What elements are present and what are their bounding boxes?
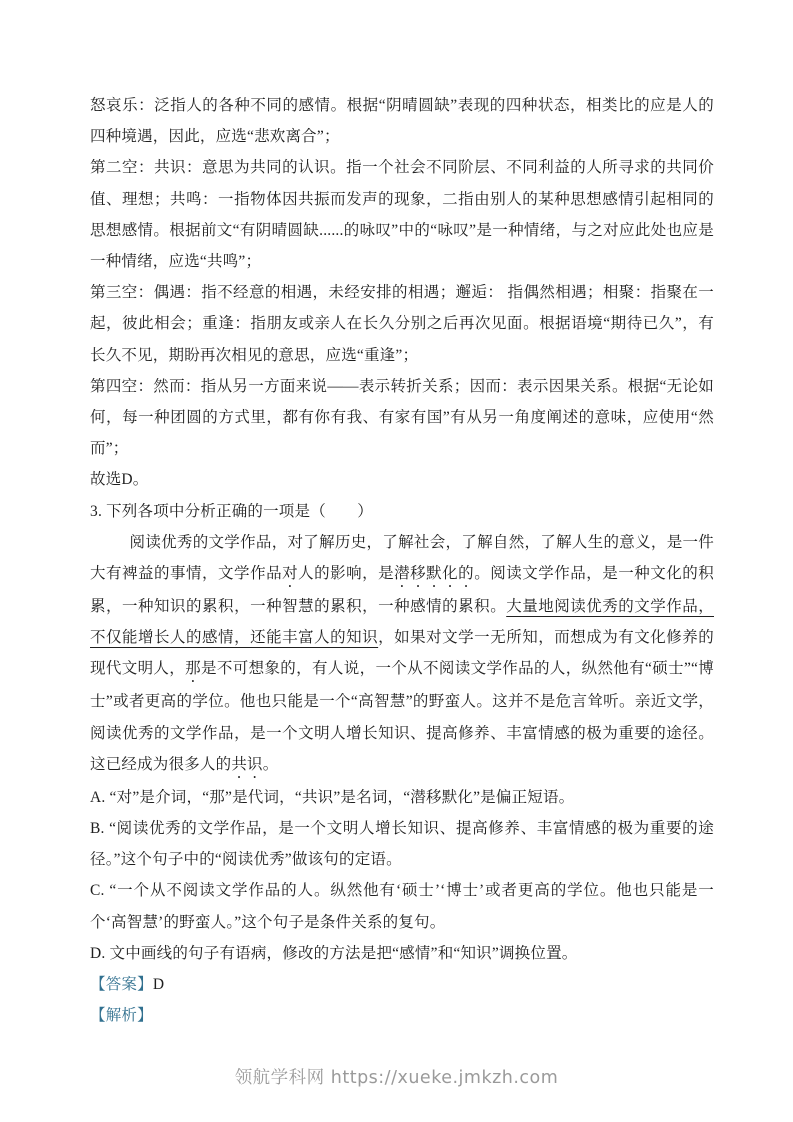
text-segment: 人的影响，是	[298, 565, 395, 583]
text-segment: C. “一个从不阅读文学作品的人。纵然他有‘硕士’‘博士’或者更高的学位。他也只能是一个‘高智慧’的野蛮人。”这个句子是条件关系的复句。	[90, 882, 714, 931]
option-a	[90, 782, 714, 813]
text-segment: 怒哀乐：泛指人的各种不同的感情。根据“阴晴圆缺”表现的四种状态，相类比的应是人的四种境遇，因此，应选“悲欢离合”；	[90, 97, 714, 146]
explanation-blank3	[90, 277, 714, 371]
text-segment: 是不可想象的，有人说，一个从不阅读文学作品的人，纵然他有“硕士”“博士”或者更高的学位。他也只能是一个“高智慧”的野蛮人。这并不是危言耸听。亲近文学，阅读优秀的文学作品，是一个文明人增长知识、提高修养、丰富情感的极为重要的途径。这已经成为很多人的	[90, 660, 714, 773]
answer-label: 【答案】	[90, 976, 153, 994]
text-segment: 第四空：然而：指从另一方面来说——表示转折关系；因而：表示因果关系。根据“无论如何，每一种团圆的方式里，都有你有我、有家有国”有从另一角度阐述的意味，应使用“然而”；	[90, 377, 714, 458]
text-segment: A. “对”是介词，“那”是代词，“共识”是名词，“潜移默化”是偏正短语。	[90, 788, 575, 806]
text-segment: ，如果对文学一无所知，而想成为有文化修养的现代文明人，	[90, 629, 714, 678]
text-segment: 共识	[231, 755, 263, 773]
conclusion-line	[90, 464, 714, 495]
option-c	[90, 875, 714, 937]
answer-value: D	[152, 976, 165, 994]
explanation-blank4	[90, 371, 714, 465]
document-body	[90, 90, 714, 969]
option-d	[90, 938, 714, 969]
text-segment: 。阅读文学作品，是一种文化的积累，一种知识的累积，一种智慧的累积，一种感情的累积。	[90, 565, 714, 616]
text-segment: 第二空：共识：意思为共同的认识。指一个社会不同阶层、不同利益的人所寻求的共同价值、理想；共鸣：一指物体因共振而发声的现象，二指由别人的某种思想感情引起相同的思想感情。根据前文“有阴晴圆缺......的咏叹”中的“咏叹”是一种情绪，与之对应此处也应是一种情绪，应选“共鸣”；	[90, 159, 714, 271]
analysis-label: 【解析】	[90, 1007, 153, 1025]
question-3-passage	[90, 527, 714, 782]
text-segment: 故选D。	[90, 471, 149, 489]
text-segment: 3. 下列各项中分析正确的一项是（ ）	[90, 502, 374, 520]
text-segment: 对	[282, 565, 299, 583]
text-segment: D. 文中画线的句子有语病，修改的方法是把“感情”和“知识”调换位置。	[90, 944, 578, 962]
question-3-stem	[90, 496, 714, 527]
text-segment: 第三空：偶遇：指不经意的相遇，未经安排的相遇；邂逅： 指偶然相遇；相聚：指聚在一起，彼此相会；重逢：指朋友或亲人在长久分别之后再次见面。根据语境“期待已久”，有长久不见，期盼再次相见的意思，应选“重逢”；	[90, 284, 714, 364]
text-segment: 阅读优秀的文学作品，对了解历史，了解社会，了解自然，了解人生的意义，是一件大有裨益的事情，文学作品	[90, 533, 714, 583]
text-segment: 那	[185, 660, 202, 678]
option-b	[90, 813, 714, 875]
footer-watermark: 领航学科网 https://xueke.jmkzh.com	[234, 1068, 559, 1088]
explanation-blank2	[90, 152, 714, 277]
text-segment: 大量地阅读优秀的文学作品，不仅能增长人的感情，还能丰富人的知识	[90, 598, 714, 647]
text-segment: 。	[262, 755, 279, 773]
text-segment: 潜移默化的	[394, 565, 475, 583]
explanation-blank1	[90, 90, 714, 152]
text-segment: B. “阅读优秀的文学作品，是一个文明人增长知识、提高修养、丰富情感的极为重要的途径。”这个句子中的“阅读优秀”做该句的定语。	[90, 820, 714, 869]
answer-line	[90, 969, 714, 1000]
document-content	[90, 90, 714, 1031]
analysis-line	[90, 1000, 714, 1031]
